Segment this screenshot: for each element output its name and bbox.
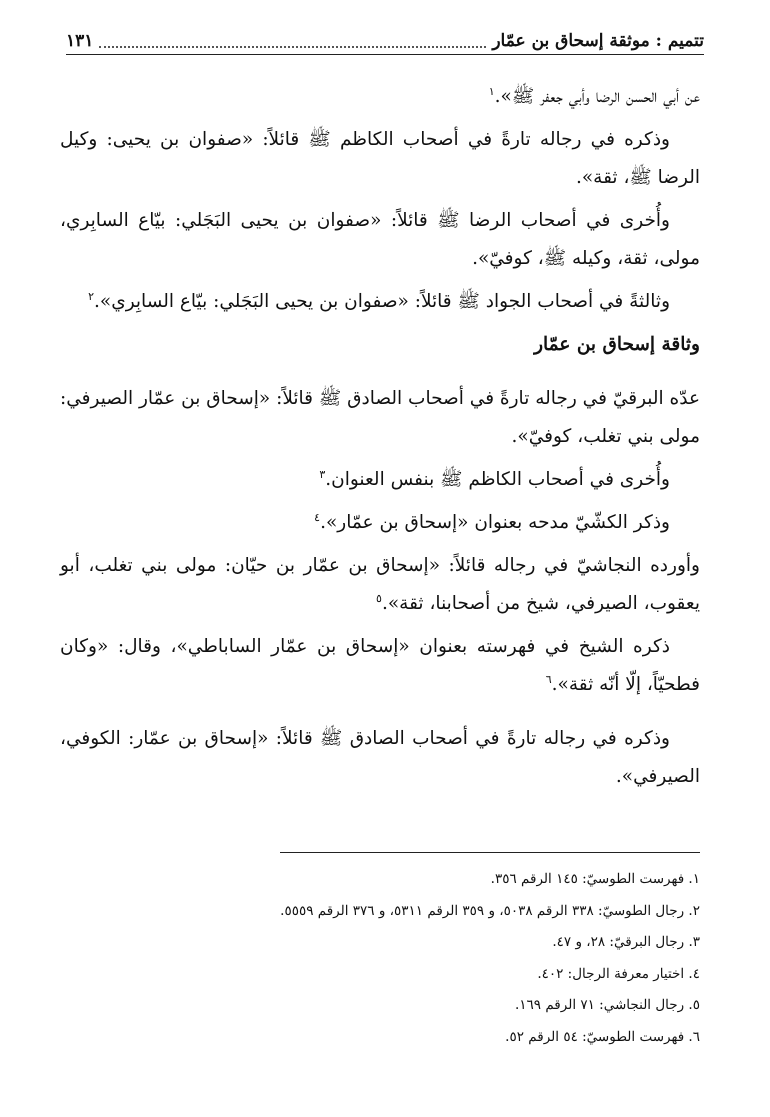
footnote-ref: ٣ (319, 467, 326, 481)
paragraph-8: وأورده النجاشيّ في رجاله قائلاً: «إسحاق بن عمّار بن حيّان: مولى بني تغلب، أبو يعقوب، الصيرفي، شيخ من أصحابنا، ثقة».$^٥$ (60, 555, 700, 614)
footnote-5: ٥. رجال النجاشي: ٧١ الرقم ١٦٩. (514, 997, 700, 1013)
header-title: تتميم : موثقة إسحاق بن عمّار (492, 31, 704, 51)
footnote-4: ٤. اختيار معرفة الرجال: ٤٠٢. (537, 965, 700, 982)
paragraph-2: وذكره في رجاله تارةً في أصحاب الكاظم ﷺ قائلاً: «صفوان بن يحيى: وكيل الرضا ﷺ، ثقة». (60, 129, 700, 188)
footnote-ref: ٥ (376, 591, 382, 605)
running-header (66, 28, 704, 55)
paragraph-10: وذكره في رجاله تارةً في أصحاب الصادق ﷺ قائلاً: «إسحاق بن عمّار: الكوفي، الصيرفي». (60, 728, 700, 787)
paragraph-1: عن أبي الحسن الرضا وأبي جعفر ﷺ».$^١$ (488, 84, 700, 107)
footnote-6: ٦. فهرست الطوسيّ: ٥٤ الرقم ٥٢. (505, 1028, 700, 1045)
footnote-separator (280, 852, 700, 853)
paragraph-7: وذكر الكشّيّ مدحه بعنوان «إسحاق بن عمّار».$^٤$ (314, 510, 670, 533)
footnote-ref: ٤ (314, 510, 321, 524)
page-number: ١٣١ (66, 31, 94, 51)
section-heading: وثاقة إسحاق بن عمّار (534, 334, 700, 355)
paragraph-3: وأُخرى في أصحاب الرضا ﷺ قائلاً: «صفوان بن يحيى البَجَلي: بيّاع السابِري، مولى، ثقة، وكيله ﷺ، كوفيّ». (60, 210, 700, 269)
header-leader-dots (99, 34, 486, 48)
footnote-3: ٣. رجال البرقيّ: ٢٨، و ٤٧. (552, 934, 700, 950)
footnotes (60, 864, 700, 1053)
footnote-ref: ٢ (88, 289, 95, 303)
paragraph-9: ذكره الشيخ في فهرسته بعنوان «إسحاق بن عمّار الساباطي»، وقال: «وكان فطحيّاً، إلّا أنّه ثقة».$^٦$ (60, 636, 700, 695)
paragraph-5: عدّه البرقيّ في رجاله تارةً في أصحاب الصادق ﷺ قائلاً: «إسحاق بن عمّار الصيرفي: مولى بني تغلب، كوفيّ». (60, 388, 700, 447)
footnote-1: ١. فهرست الطوسيّ: ١٤٥ الرقم ٣٥٦. (490, 871, 700, 887)
footnote-ref: ١ (488, 84, 495, 98)
main-text (60, 78, 700, 801)
paragraph-6: وأُخرى في أصحاب الكاظم ﷺ بنفس العنوان.$^٣$ (319, 467, 670, 490)
footnote-2: ٢. رجال الطوسيّ: ٣٣٨ الرقم ٥٠٣٨، و ٣٥٩ الرقم ٥٣١١، و ٣٧٦ الرقم ٥٥٥٩. (280, 902, 700, 919)
paragraph-4: وثالثةً في أصحاب الجواد ﷺ قائلاً: «صفوان بن يحيى البَجَلي: بيّاع السابِري».$^٢$ (88, 289, 670, 312)
footnote-ref: ٦ (545, 672, 552, 686)
